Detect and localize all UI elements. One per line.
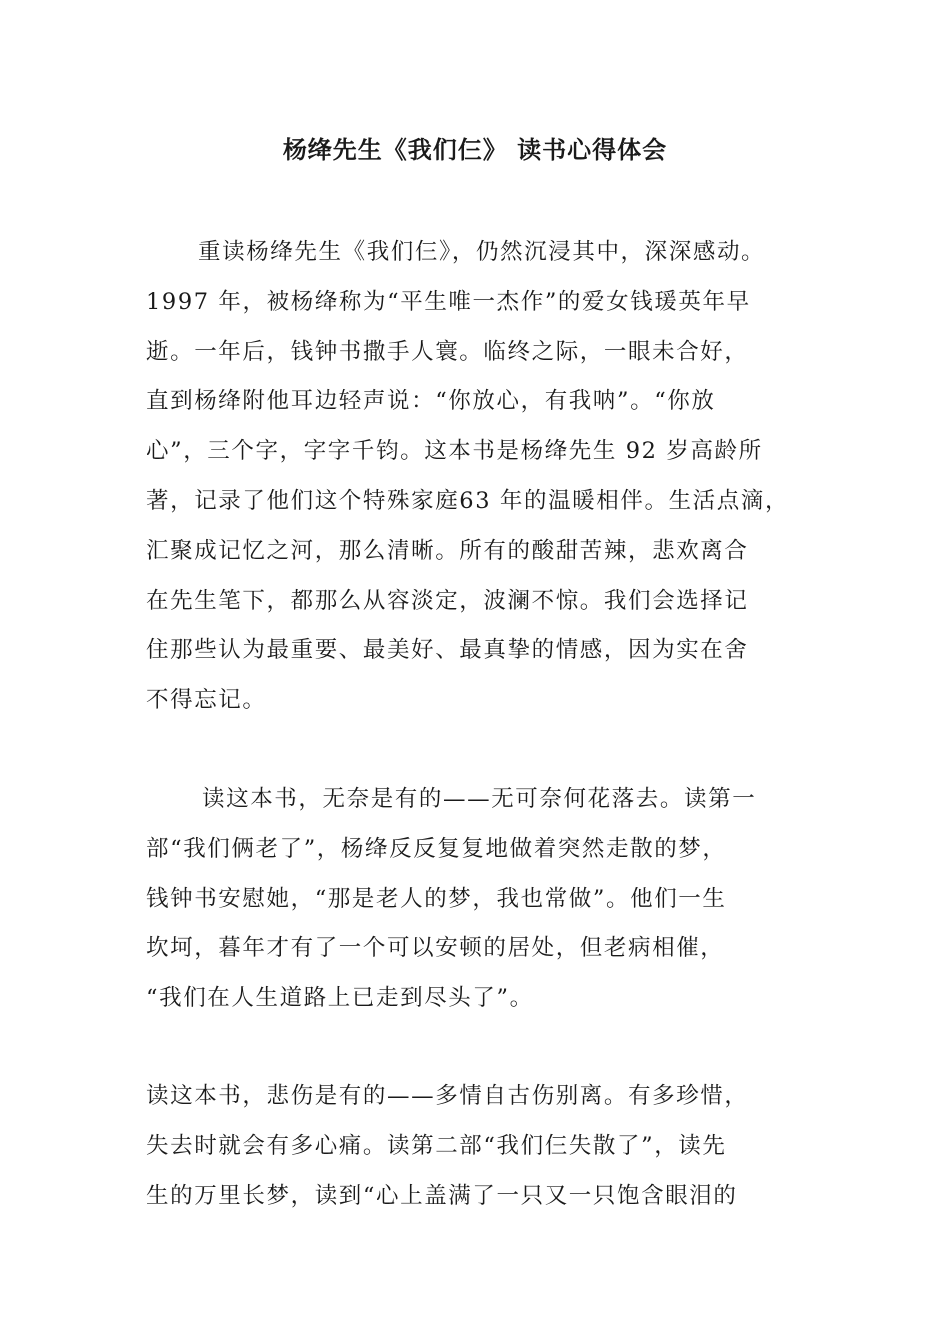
text-line: 生的万里长梦，读到“心上盖满了一只又一只饱含眼泪的 (146, 1182, 738, 1209)
text-line: 读这本书，悲伤是有的——多情自古伤别离。有多珍惜， (146, 1083, 749, 1109)
text-line: “我们在人生道路上已走到尽头了”。 (146, 985, 534, 1012)
text-line: 重读杨绛先生《我们仨》，仍然沉浸其中，深深感动。 (198, 239, 766, 265)
text-line: 部“我们俩老了”，杨绛反反复复地做着突然走散的梦， (146, 835, 727, 862)
text-line: 钱钟书安慰她，“那是老人的梦，我也常做”。他们一生 (146, 885, 727, 912)
text-line: 读这本书，无奈是有的——无可奈何花落去。读第一 (202, 786, 757, 812)
text-line: 心”，三个字，字字千钧。这本书是杨绛先生 92 岁高龄所 (146, 438, 763, 465)
text-line: 汇聚成记忆之河，那么清晰。所有的酸甜苦辣，悲欢离合 (146, 537, 749, 564)
document-title: 杨绛先生《我们仨》 读书心得体会 (282, 136, 668, 164)
text-line: 住那些认为最重要、最美好、最真挚的情感，因为实在舍 (146, 637, 749, 664)
text-line: 著，记录了他们这个特殊家庭63 年的温暖相伴。生活点滴， (146, 487, 790, 514)
text-line: 逝。一年后，钱钟书撒手人寰。临终之际，一眼未合好， (146, 338, 749, 365)
text-line: 失去时就会有多心痛。读第二部“我们仨失散了”，读先 (146, 1132, 727, 1159)
text-line: 不得忘记。 (146, 687, 267, 714)
paragraph-2 (146, 775, 836, 1024)
paragraph-3 (146, 1072, 836, 1221)
text-line: 坎坷，暮年才有了一个可以安顿的居处，但老病相催， (146, 935, 725, 962)
text-line: 在先生笔下，都那么从容淡定，波澜不惊。我们会选择记 (146, 587, 749, 614)
text-line: 1997 年，被杨绛称为“平生唯一杰作”的爱女钱瑗英年早 (146, 288, 751, 315)
paragraph-1 (146, 228, 836, 726)
text-line: 直到杨绛附他耳边轻声说：“你放心，有我呐”。“你放 (146, 388, 716, 415)
